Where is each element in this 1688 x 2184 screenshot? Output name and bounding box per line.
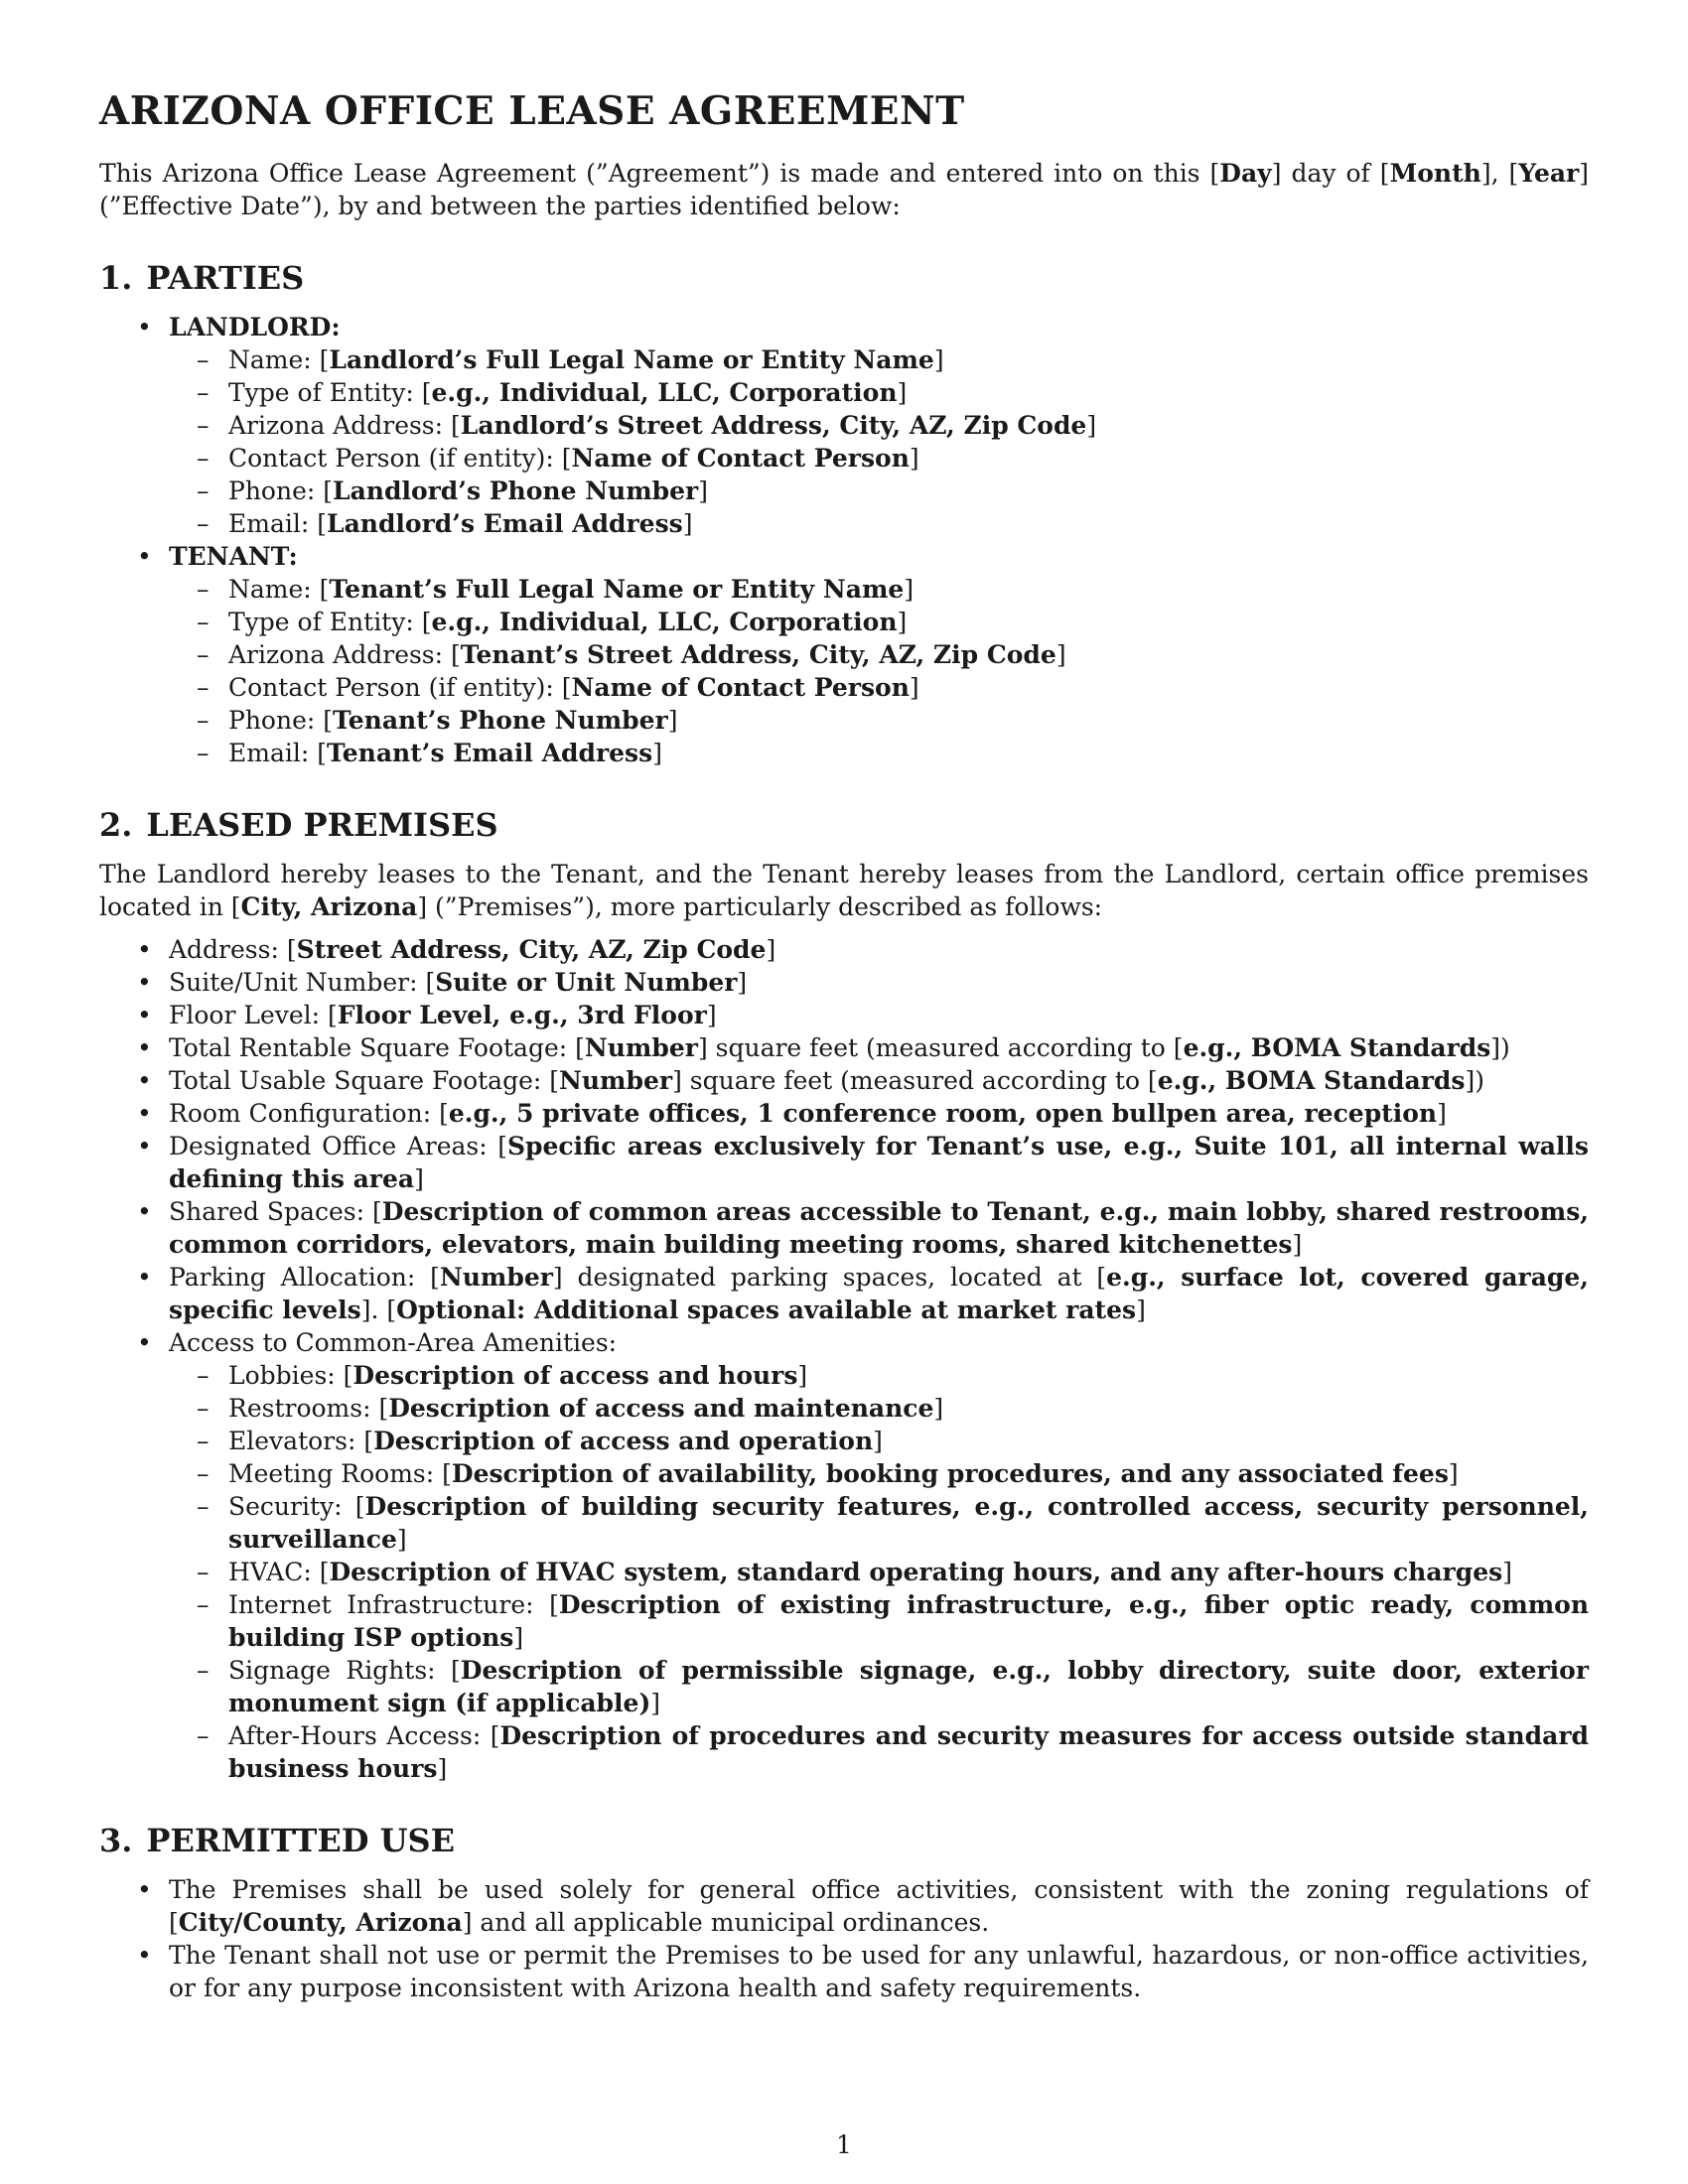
document-title: ARIZONA OFFICE LEASE AGREEMENT	[99, 88, 965, 134]
premises-amenities: • Access to Common-Area Amenities: – Lobbies: [Description of access and hours] – Restrooms: [Description of access and maintenance] – Elevators: [Description of access and operation] – Meeting Rooms: [Description of availability, booking procedures, and any associated fees] – Security: [Description of building security features, e.g., controlled access, security personnel, surveillance] – HVAC: [Description of HVAC system, standard operating hours, and any after-hours charges] – Internet Infrastructure: [Description of existing infrastructure, e.g., fiber optic ready, common building ISP options] – Signage Rights: [Description of permissible signage, e.g., lobby directory, suite door, exterior monument sign (if applicable)] – After-Hours Access: [Description of procedures and security measures for access outside standard business hours]	[99, 1326, 1589, 1785]
tenant-name: – Name: [Tenant’s Full Legal Name or Entity Name]	[169, 573, 1589, 606]
landlord-phone: – Phone: [Landlord’s Phone Number]	[169, 475, 1589, 507]
premises-rentable-footage: • Total Rentable Square Footage: [Number] square feet (measured according to [e.g., BOMA Standards])	[99, 1031, 1589, 1064]
permitted-use-zoning: • The Premises shall be used solely for general office activities, consistent with the zoning regulations of [City/County, Arizona] and all applicable municipal ordinances.	[99, 1873, 1589, 1939]
premises-designated-areas: • Designated Office Areas: [Specific areas exclusively for Tenant’s use, e.g., Suite 101, all internal walls defining this area]	[99, 1130, 1589, 1195]
amenity-restrooms: – Restrooms: [Description of access and maintenance]	[169, 1392, 1589, 1425]
section-heading: 3. PERMITTED USE	[99, 1822, 456, 1859]
amenity-meeting-rooms: – Meeting Rooms: [Description of availability, booking procedures, and any associated fees]	[169, 1457, 1589, 1490]
amenity-elevators: – Elevators: [Description of access and operation]	[169, 1425, 1589, 1457]
section-parties	[99, 258, 1589, 769]
amenity-internet: – Internet Infrastructure: [Description of existing infrastructure, e.g., fiber optic ready, common building ISP options]	[169, 1588, 1589, 1654]
section-heading: 2. LEASED PREMISES	[99, 806, 498, 844]
tenant-address: – Arizona Address: [Tenant’s Street Address, City, AZ, Zip Code]	[169, 638, 1589, 671]
tenant-email: – Email: [Tenant’s Email Address]	[169, 737, 1589, 769]
premises-shared-spaces: • Shared Spaces: [Description of common areas accessible to Tenant, e.g., main lobby, shared restrooms, common corridors, elevators, main building meeting rooms, shared kitchenettes]	[99, 1195, 1589, 1261]
amenity-after-hours: – After-Hours Access: [Description of procedures and security measures for access outside standard business hours]	[169, 1719, 1589, 1785]
intro-paragraph: This Arizona Office Lease Agreement (”Agreement”) is made and entered into on this [Day] day of [Month], [Year] (”Effective Date”), by and between the parties identified below:	[99, 159, 1589, 220]
page-number: 1	[836, 2130, 852, 2159]
premises-address: • Address: [Street Address, City, AZ, Zip Code]	[99, 933, 1589, 966]
premises-usable-footage: • Total Usable Square Footage: [Number] square feet (measured according to [e.g., BOMA Standards])	[99, 1064, 1589, 1097]
landlord-entity-type: – Type of Entity: [e.g., Individual, LLC, Corporation]	[169, 376, 1589, 409]
section-heading: 1. PARTIES	[99, 259, 305, 297]
landlord-name: – Name: [Landlord’s Full Legal Name or Entity Name]	[169, 343, 1589, 376]
landlord-email: – Email: [Landlord’s Email Address]	[169, 507, 1589, 540]
section-permitted-use	[99, 1821, 1589, 2004]
permitted-use-restrictions: • The Tenant shall not use or permit the Premises to be used for any unlawful, hazardous, or non-office activities, or for any purpose inconsistent with Arizona health and safety requirements.	[99, 1939, 1589, 2004]
landlord-contact: – Contact Person (if entity): [Name of Contact Person]	[169, 442, 1589, 475]
premises-parking: • Parking Allocation: [Number] designated parking spaces, located at [e.g., surface lot, covered garage, specific levels]. [Optional: Additional spaces available at market rates]	[99, 1261, 1589, 1326]
tenant-entity-type: – Type of Entity: [e.g., Individual, LLC, Corporation]	[169, 606, 1589, 638]
premises-suite: • Suite/Unit Number: [Suite or Unit Number]	[99, 966, 1589, 999]
premises-paragraph: The Landlord hereby leases to the Tenant, and the Tenant hereby leases from the Landlord, certain office premises located in [City, Arizona] (”Premises”), more particularly described as follows:	[99, 860, 1589, 921]
tenant-phone: – Phone: [Tenant’s Phone Number]	[169, 704, 1589, 737]
landlord-address: – Arizona Address: [Landlord’s Street Address, City, AZ, Zip Code]	[169, 409, 1589, 442]
document-page	[99, 87, 1589, 2004]
amenity-hvac: – HVAC: [Description of HVAC system, standard operating hours, and any after-hours charges]	[169, 1556, 1589, 1588]
landlord-item: • LANDLORD: – Name: [Landlord’s Full Legal Name or Entity Name] – Type of Entity: [e.g., Individual, LLC, Corporation] – Arizona Address: [Landlord’s Street Address, City, AZ, Zip Code] – Contact Person (if entity): [Name of Contact Person] – Phone: [Landlord’s Phone Number] – Email: [Landlord’s Email Address]	[99, 311, 1589, 540]
amenity-signage: – Signage Rights: [Description of permissible signage, e.g., lobby directory, suite door, exterior monument sign (if applicable)]	[169, 1654, 1589, 1719]
amenity-security: – Security: [Description of building security features, e.g., controlled access, security personnel, surveillance]	[169, 1490, 1589, 1556]
section-leased-premises	[99, 805, 1589, 1785]
premises-floor: • Floor Level: [Floor Level, e.g., 3rd Floor]	[99, 999, 1589, 1031]
premises-room-configuration: • Room Configuration: [e.g., 5 private offices, 1 conference room, open bullpen area, reception]	[99, 1097, 1589, 1130]
tenant-contact: – Contact Person (if entity): [Name of Contact Person]	[169, 671, 1589, 704]
amenity-lobbies: – Lobbies: [Description of access and hours]	[169, 1359, 1589, 1392]
tenant-item: • TENANT: – Name: [Tenant’s Full Legal Name or Entity Name] – Type of Entity: [e.g., Individual, LLC, Corporation] – Arizona Address: [Tenant’s Street Address, City, AZ, Zip Code] – Contact Person (if entity): [Name of Contact Person] – Phone: [Tenant’s Phone Number] – Email: [Tenant’s Email Address]	[99, 540, 1589, 769]
